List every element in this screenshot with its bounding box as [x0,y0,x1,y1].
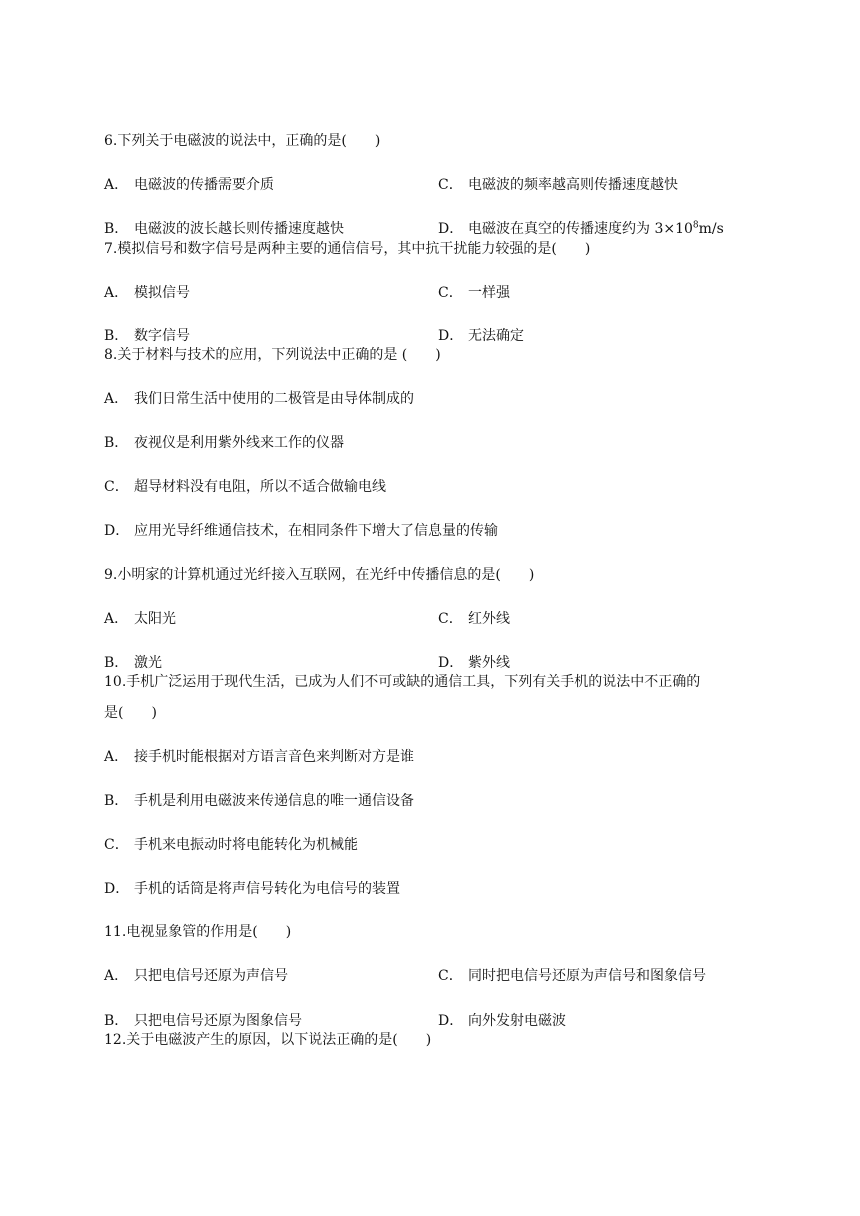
question-11-stem: 11.电视显象管的作用是( ) [104,924,292,940]
option-text: 同时把电信号还原为声信号和图象信号 [468,968,706,984]
option-letter: B． [104,435,129,451]
option-unit: m/s [698,221,724,237]
option-letter: C． [438,968,463,984]
option-text: 激光 [134,655,162,671]
question-10-stem: 10.手机广泛运用于现代生活，已成为人们不可或缺的通信工具，下列有关手机的说法中不正确的 [104,674,701,690]
option-letter: A． [104,391,129,407]
option-exponent: 8 [692,220,699,231]
question-8-option-c [104,477,386,497]
question-10-option-d [104,879,400,899]
option-letter: A． [104,611,129,627]
question-12-stem: 12.关于电磁波产生的原因，以下说法正确的是( ) [104,1032,432,1048]
question-8-option-d [104,521,498,541]
option-letter: D． [104,881,130,897]
option-letter: B． [104,793,129,809]
option-text: 一样强 [468,285,510,301]
option-text: 电磁波的传播需要介质 [134,177,274,193]
question-9-option-b [104,653,162,673]
question-9-option-a [104,609,176,629]
option-text: 向外发射电磁波 [468,1013,566,1029]
option-letter: C． [438,285,463,301]
option-letter: D． [104,523,130,539]
option-text: 太阳光 [134,611,176,627]
question-8-stem: 8.关于材料与技术的应用，下列说法中正确的是 ( ) [104,347,441,363]
option-text: 应用光导纤维通信技术，在相同条件下增大了信息量的传输 [134,523,498,539]
option-letter: B． [104,328,129,344]
option-text: 超导材料没有电阻，所以不适合做输电线 [134,479,386,495]
question-11-option-a [104,966,288,986]
question-11-option-d [438,1011,566,1031]
question-10-option-c [104,835,358,855]
option-text: 手机的话筒是将声信号转化为电信号的装置 [134,881,400,897]
question-7-option-c [438,283,510,303]
question-6-option-a [104,175,274,195]
question-10-option-b [104,791,414,811]
option-text: 红外线 [468,611,510,627]
question-7-option-d [438,326,524,346]
option-text: 手机是利用电磁波来传递信息的唯一通信设备 [134,793,414,809]
question-11-option-c [438,966,706,986]
question-7-stem: 7.模拟信号和数字信号是两种主要的通信信号，其中抗干扰能力较强的是( ) [104,241,591,257]
question-8-option-b [104,433,344,453]
option-text: 接手机时能根据对方语言音色来判断对方是谁 [134,749,414,765]
option-letter: C． [104,479,129,495]
option-text: 我们日常生活中使用的二极管是由导体制成的 [134,391,414,407]
option-letter: A． [104,177,129,193]
question-10-option-a [104,747,414,767]
question-6-option-b [104,219,344,239]
option-letter: B． [104,221,129,237]
question-7-option-b [104,326,190,346]
option-text: 紫外线 [468,655,510,671]
option-letter: A． [104,749,129,765]
option-letter: D． [438,1013,464,1029]
option-text: 模拟信号 [134,285,190,301]
question-6-option-c [438,175,678,195]
option-letter: D． [438,655,464,671]
question-9-stem: 9.小明家的计算机通过光纤接入互联网，在光纤中传播信息的是( ) [104,567,535,583]
question-9-option-d [438,653,510,673]
question-9-option-c [438,609,510,629]
option-text: 电磁波的频率越高则传播速度越快 [468,177,678,193]
option-text: 只把电信号还原为声信号 [134,968,288,984]
question-6-option-d [438,219,724,239]
option-text: 无法确定 [468,328,524,344]
option-text: 手机来电振动时将电能转化为机械能 [134,837,358,853]
option-letter: C． [438,611,463,627]
option-text: 数字信号 [134,328,190,344]
option-letter: A． [104,285,129,301]
option-letter: D． [438,328,464,344]
question-6-stem: 6.下列关于电磁波的说法中，正确的是( ) [104,133,381,149]
question-11-option-b [104,1011,302,1031]
question-7-option-a [104,283,190,303]
option-text: 电磁波在真空的传播速度约为 3×10 [468,221,693,237]
option-letter: C． [104,837,129,853]
option-letter: C． [438,177,463,193]
question-10-stem-continued: 是( ) [104,705,157,721]
option-text: 只把电信号还原为图象信号 [134,1013,302,1029]
option-letter: A． [104,968,129,984]
option-text: 电磁波的波长越长则传播速度越快 [134,221,344,237]
option-text: 夜视仪是利用紫外线来工作的仪器 [134,435,344,451]
option-letter: D． [438,221,464,237]
option-letter: B． [104,655,129,671]
question-8-option-a [104,389,414,409]
option-letter: B． [104,1013,129,1029]
